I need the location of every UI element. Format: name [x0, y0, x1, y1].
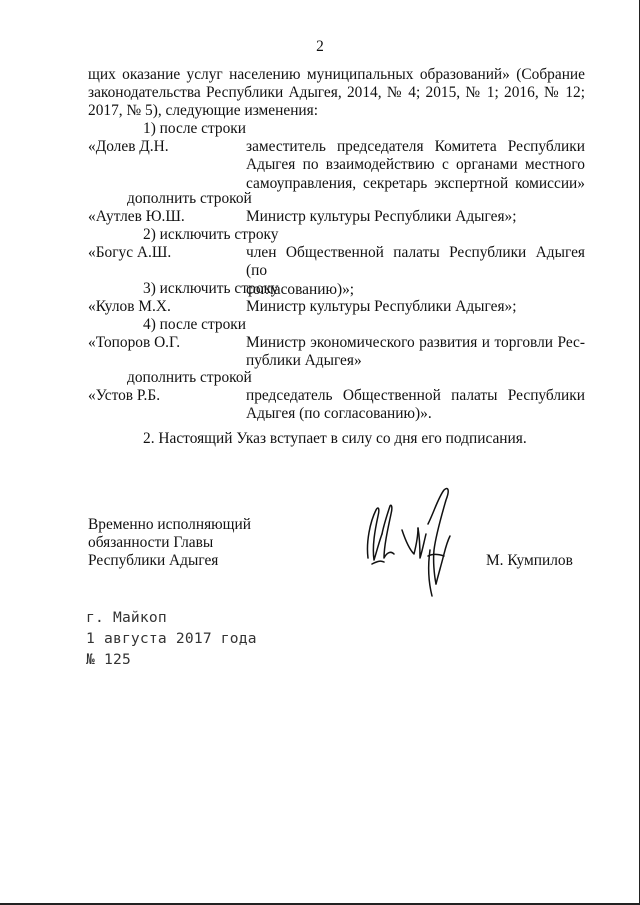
intro-line-1: щих оказание услуг населению муниципальных образований» (Собрание	[88, 66, 585, 83]
page-number: 2	[316, 38, 324, 55]
instruction-3: 3) исключить строку	[143, 280, 279, 297]
person-autlev: «Аутлев Ю.Ш.	[88, 208, 185, 225]
signatory-position-line-3: Республики Адыгея	[88, 552, 219, 569]
role-toporov-line-2: публики Адыгея»	[246, 352, 362, 370]
stamp-date: 1 августа 2017 года	[86, 630, 257, 647]
role-dolev-line-1: заместитель председателя Комитета Республики	[246, 138, 585, 155]
signatory-name: М. Кумпилов	[486, 552, 573, 569]
signatory-position-line-1: Временно исполняющий	[88, 516, 251, 533]
person-toporov: «Топоров О.Г.	[88, 334, 181, 351]
intro-line-2: законодательства Республики Адыгея, 2014, № 4; 2015, № 1; 2016, № 12;	[88, 84, 585, 101]
person-bogus: «Богус А.Ш.	[88, 244, 172, 261]
role-ustov-line-2: Адыгея (по согласованию)».	[246, 405, 432, 423]
instruction-4: 4) после строки	[143, 316, 247, 333]
role-kulov: Министр культуры Республики Адыгея»;	[246, 298, 517, 315]
clause-2: 2. Настоящий Указ вступает в силу со дня его подписания.	[143, 430, 527, 447]
role-dolev-line-3: самоуправления, секретарь экспертной комиссии»	[246, 174, 585, 192]
sub-instruction-1: дополнить строкой	[127, 190, 252, 207]
stamp-number: № 125	[86, 651, 131, 668]
role-bogus	[246, 244, 585, 299]
role-bogus-line-2: согласованию)»;	[246, 280, 355, 298]
signatory-position-line-2: обязанности Главы	[88, 534, 214, 551]
role-toporov	[246, 334, 585, 371]
role-dolev	[246, 138, 585, 193]
role-dolev-line-2: Адыгея по взаимодействию с органами местного	[246, 156, 585, 174]
role-ustov-line-1: председатель Общественной палаты Республики	[246, 387, 585, 404]
instruction-1: 1) после строки	[143, 120, 247, 137]
person-dolev: «Долев Д.Н.	[88, 138, 169, 155]
role-ustov	[246, 387, 585, 424]
handwritten-signature	[358, 484, 466, 600]
instruction-2: 2) исключить строку	[143, 226, 279, 243]
person-kulov: «Кулов М.Х.	[88, 298, 171, 315]
role-toporov-line-1: Министр экономического развития и торговли Рес-	[246, 334, 585, 351]
role-autlev: Министр культуры Республики Адыгея»;	[246, 208, 517, 225]
person-ustov: «Устов Р.Б.	[88, 387, 161, 404]
sub-instruction-4: дополнить строкой	[127, 369, 252, 386]
role-bogus-line-1: член Общественной палаты Республики Адыгея (по	[246, 244, 585, 280]
stamp-city: г. Майкоп	[86, 609, 167, 626]
intro-line-3: 2017, № 5), следующие изменения:	[88, 102, 319, 119]
